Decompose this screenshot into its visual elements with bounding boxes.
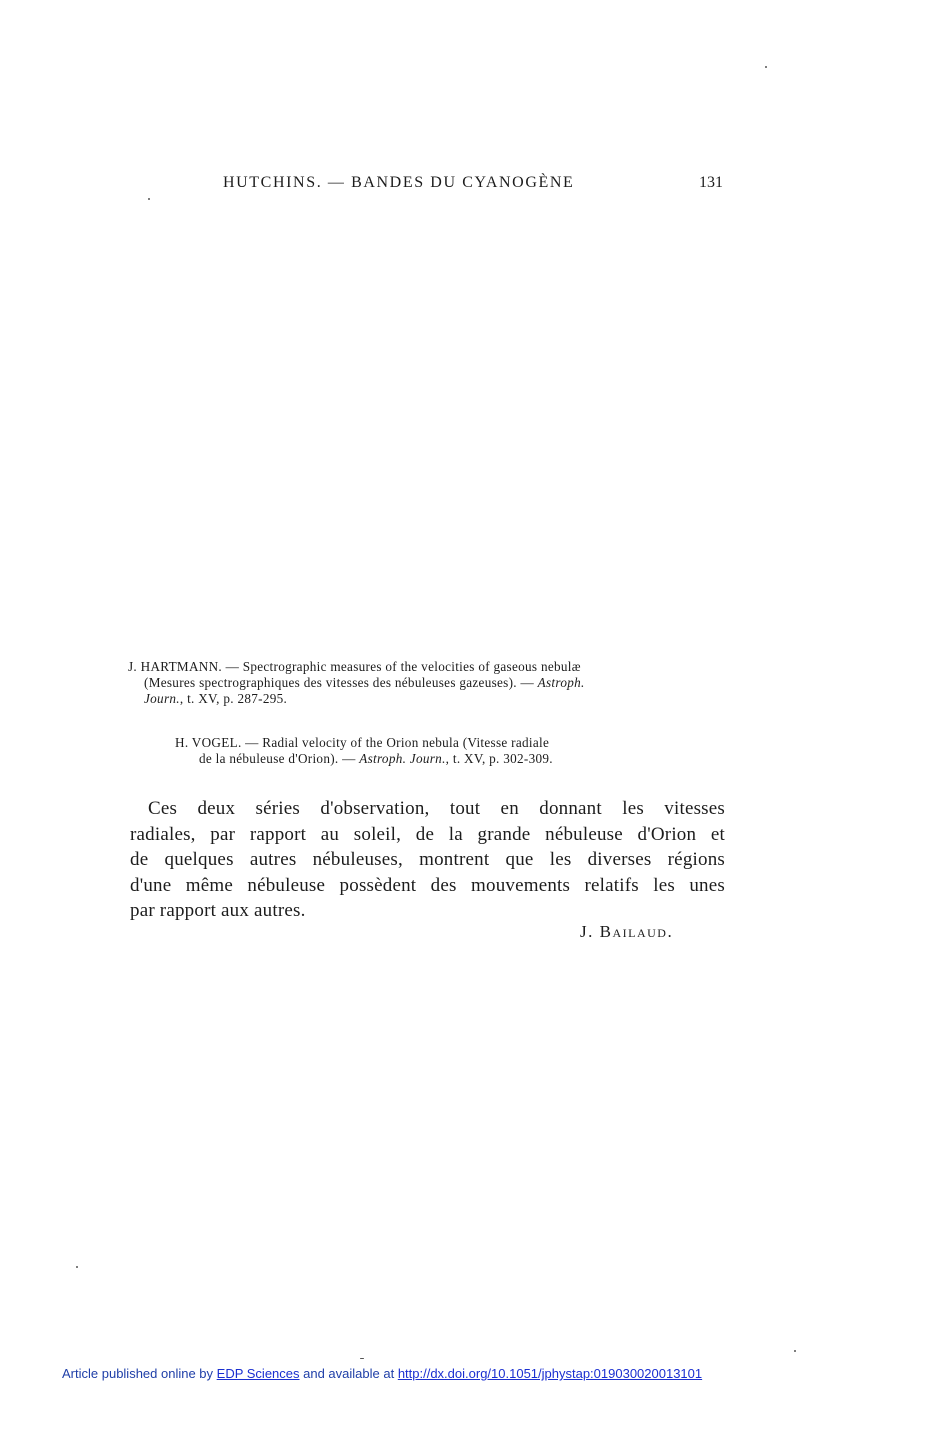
- body-line: Ces deux séries d'observation, tout en donnant les vitesses: [148, 798, 725, 819]
- scan-speck: [794, 1350, 796, 1352]
- doi-link[interactable]: http://dx.doi.org/10.1051/jphystap:019030020013101: [397, 1366, 703, 1381]
- journal-abbrev: Astroph. Journ.: [359, 751, 446, 766]
- scan-speck: [76, 1266, 78, 1268]
- reference-line: H. VOGEL. — Radial velocity of the Orion nebula (Vitesse radiale: [175, 735, 550, 750]
- reference-line-text: (Mesures spectrographiques des vitesses des nébuleuses gazeuses).: [144, 675, 517, 690]
- reference-vogel: [175, 735, 705, 767]
- reference-line: [128, 675, 728, 691]
- journal-abbrev: Astroph.: [537, 675, 585, 690]
- scan-speck: [360, 1358, 364, 1359]
- footer-middle: and available at: [299, 1366, 398, 1381]
- reference-dash: —: [342, 751, 356, 766]
- scan-speck: [148, 198, 150, 200]
- reference-line: J. HARTMANN. — Spectrographic measures of the velocities of gaseous nebulæ: [128, 659, 581, 674]
- reference-dash: —: [520, 675, 535, 690]
- body-line: de quelques autres nébuleuses, montrent que les diverses régions: [130, 849, 725, 870]
- body-paragraph: [130, 796, 725, 924]
- scan-speck: [765, 66, 767, 68]
- body-line: par rapport aux autres.: [130, 900, 306, 921]
- page-number: 131: [699, 174, 723, 191]
- running-head: [223, 174, 723, 196]
- reference-volume: , t. XV, p. 302-309.: [445, 751, 553, 766]
- reference-line-text: de la nébuleuse d'Orion).: [199, 751, 339, 766]
- publication-footer: [62, 1366, 702, 1381]
- reference-volume: , t. XV, p. 287-295.: [179, 691, 288, 706]
- publisher-link[interactable]: EDP Sciences: [216, 1366, 300, 1381]
- reference-hartmann: [128, 659, 728, 707]
- reference-line: [128, 691, 728, 707]
- author-signature: J. Bailaud.: [580, 922, 674, 941]
- journal-abbrev-cont: Journ.: [144, 691, 180, 706]
- body-line: radiales, par rapport au soleil, de la grande nébuleuse d'Orion et: [130, 823, 725, 845]
- running-title: HUTCHINS. — BANDES DU CYANOGÈNE: [223, 174, 575, 191]
- body-line: d'une même nébuleuse possèdent des mouvements relatifs les unes: [130, 874, 725, 896]
- reference-line: [175, 751, 705, 767]
- footer-prefix: Article published online by: [62, 1366, 217, 1381]
